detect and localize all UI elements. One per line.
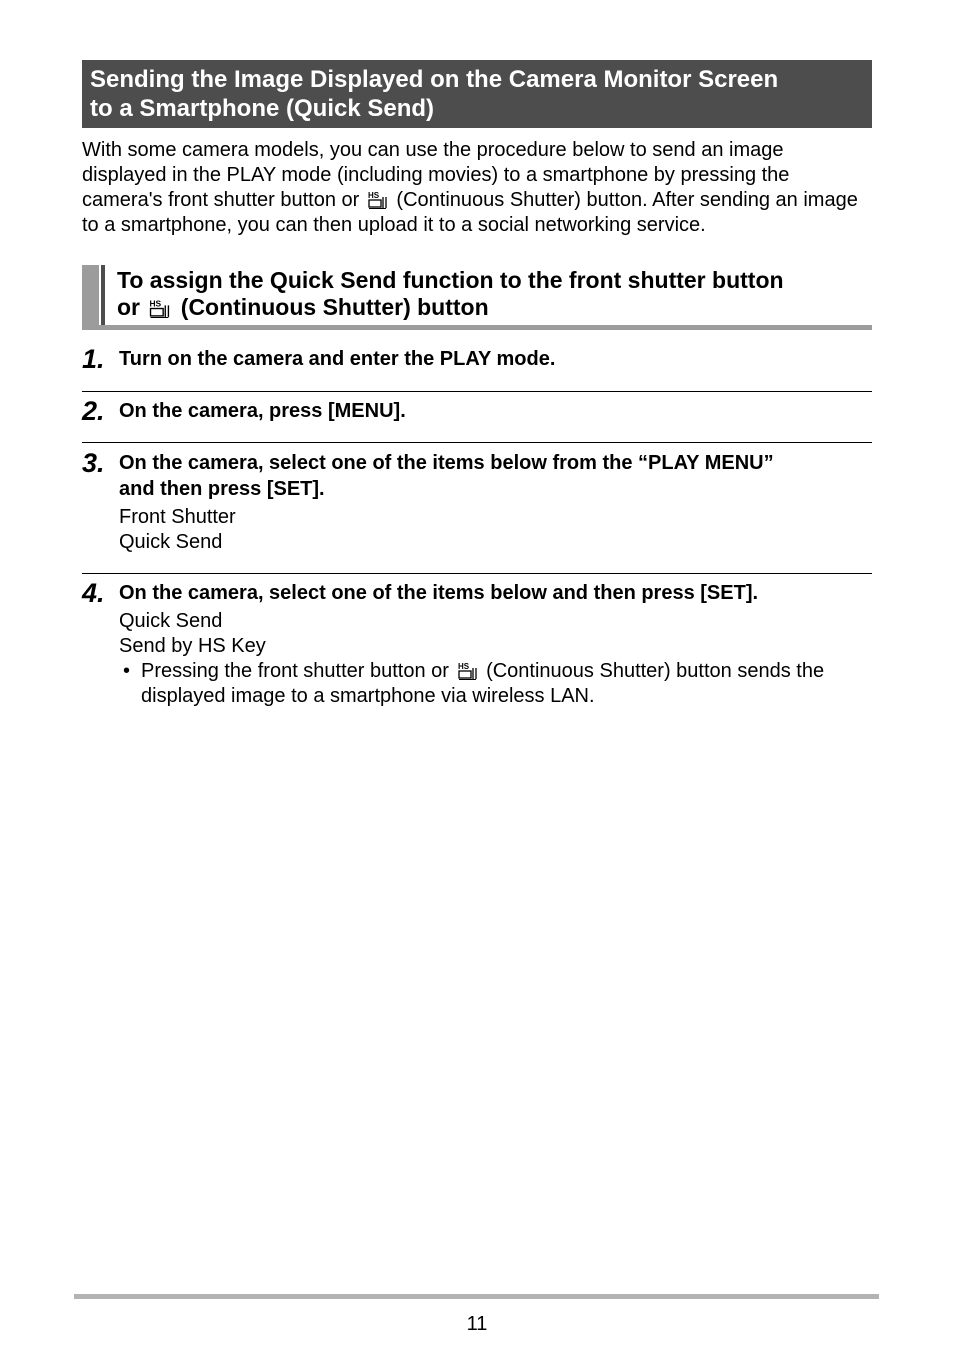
menu-item: Send by HS Key [119, 635, 266, 657]
step-number: 4. [82, 578, 105, 608]
page-title-line-1: Sending the Image Displayed on the Camera Monitor Screen [90, 66, 779, 93]
svg-text:HS: HS [457, 662, 469, 671]
footer-divider [74, 1294, 879, 1299]
subsection-title-suffix: (Continuous Shutter) button [180, 294, 489, 320]
divider [82, 391, 872, 392]
page-title-line-2: to a Smartphone (Quick Send) [90, 95, 435, 122]
hs-continuous-shutter-icon [367, 190, 389, 209]
intro-text-part-1: With some camera models, you can use the procedure below to send an image displayed in the PLAY mode (including movies) to a smartphone by pressing the camera's front shutter button or [82, 139, 790, 211]
subsection-marker-light [82, 265, 99, 325]
note-text [141, 659, 871, 709]
divider [82, 573, 872, 574]
step-text-line-2: and then press [SET]. [119, 478, 325, 500]
subsection-heading [82, 265, 872, 330]
step-text-line-1: On the camera, select one of the items below from the “PLAY MENU” [119, 452, 774, 474]
menu-item: Front Shutter [119, 506, 236, 528]
note-text-line-1 [141, 659, 871, 684]
menu-item: Quick Send [119, 610, 223, 632]
subsection-title-prefix: or [117, 294, 140, 320]
step-text: On the camera, press [MENU]. [119, 400, 406, 422]
step-number: 1. [82, 344, 105, 374]
subsection-title-line-2 [117, 294, 867, 321]
hs-continuous-shutter-icon [457, 661, 479, 680]
note-text-line-2: displayed image to a smartphone via wireless LAN. [141, 685, 595, 707]
intro-paragraph [82, 138, 872, 238]
hs-continuous-shutter-icon [148, 298, 172, 318]
step-number: 3. [82, 448, 105, 478]
subsection-marker-dark [101, 265, 105, 325]
step-text: On the camera, select one of the items below and then press [SET]. [119, 582, 759, 604]
bullet-marker: • [123, 660, 131, 682]
note-text-part-1: Pressing the front shutter button or [141, 660, 449, 682]
subsection-title [117, 267, 867, 321]
menu-item: Quick Send [119, 531, 223, 553]
subsection-title-line-1: To assign the Quick Send function to the front shutter button [117, 267, 784, 293]
svg-text:HS: HS [149, 298, 162, 309]
note-text-part-2: (Continuous Shutter) button sends the [486, 660, 825, 682]
divider [82, 442, 872, 443]
step-number: 2. [82, 396, 105, 426]
page-title [82, 60, 872, 128]
step-text [119, 450, 869, 502]
intro-text-part-2: (Continuous Shutter) button. After sending an image to a smartphone, you can then upload it to a social networking service. [82, 189, 858, 236]
step-text: Turn on the camera and enter the PLAY mode. [119, 348, 556, 370]
page-number: 11 [466, 1313, 488, 1335]
svg-text:HS: HS [367, 191, 379, 200]
